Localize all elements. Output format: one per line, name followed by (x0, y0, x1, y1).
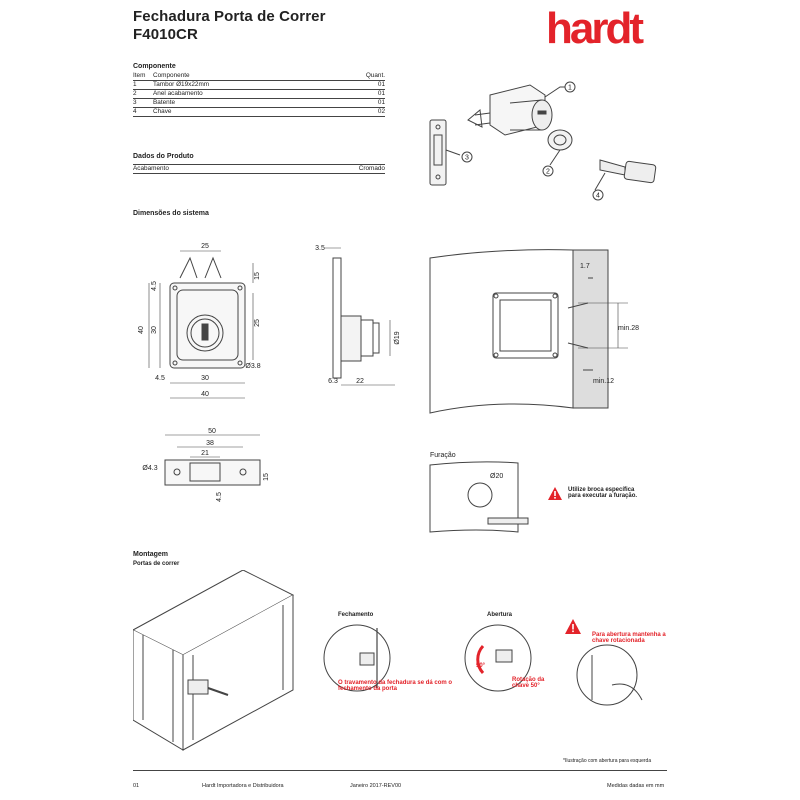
dimensions-title: Dimensões do sistema (133, 210, 209, 217)
dim-30-bottom: 30 (201, 375, 209, 382)
row-qty: 01 (377, 81, 385, 88)
assembly-subtitle: Portas de correr (133, 561, 180, 567)
dim-45-left: 4.5 (151, 281, 158, 291)
row-item: 1 (133, 81, 137, 88)
drill-bit-shape (488, 518, 528, 524)
installed-lock-shape (493, 293, 558, 358)
side-view-drawing (305, 238, 405, 388)
dim-50: 50 (208, 428, 216, 435)
cabinet-drawing (133, 570, 303, 760)
opening-text: Rotação da chave 50° (512, 677, 545, 689)
side-plate-shape (333, 258, 341, 378)
closing-text: O travamento da fechadura se dá com o fechamento da porta (338, 680, 453, 692)
callout-1: 1 (568, 84, 572, 92)
row-component: Tambor Ø19x22mm (153, 81, 210, 88)
product-code: F4010CR (133, 26, 198, 43)
components-section-title: Componente (133, 63, 176, 70)
row-item: 4 (133, 108, 137, 115)
row-component: Chave (153, 108, 172, 115)
row-item: 3 (133, 99, 137, 106)
strike-plate-drawing (135, 425, 275, 510)
dim-22: 22 (356, 378, 364, 385)
footnote: *Ilustração com abertura para esquerda (563, 758, 652, 764)
dim-phi-43: Ø4.3 (142, 465, 158, 472)
page-title: Fechadura Porta de Correr (133, 8, 326, 25)
dim-63: 6.3 (328, 378, 338, 385)
dim-25-right: 25 (254, 319, 261, 327)
table-row (133, 99, 385, 108)
header-component: Componente (153, 72, 190, 79)
cylinder-shape (532, 100, 552, 130)
drill-hole-shape (468, 483, 492, 507)
table-row (133, 164, 385, 174)
assembly-title: Montagem (133, 551, 168, 558)
key-blade-shape (600, 160, 625, 175)
hand-detail-drawing (572, 640, 662, 710)
latch-teeth-shape (180, 258, 221, 278)
footer-page: 01 (133, 783, 140, 789)
dim-phi-38: Ø3.8 (245, 363, 261, 370)
dim-phi-19: Ø19 (394, 331, 401, 345)
row-item: 2 (133, 90, 137, 97)
brand-logo: hardt (546, 4, 641, 53)
dim-15: 15 (254, 272, 261, 280)
finish-label: Acabamento (133, 165, 169, 172)
row-qty: 02 (377, 108, 385, 115)
header-item: Item (133, 72, 146, 79)
drilling-drawing (428, 460, 538, 535)
callout-2: 2 (546, 168, 550, 176)
dim-35: 3.5 (315, 245, 325, 252)
dim-45-strike: 4.5 (216, 492, 223, 502)
dim-17: 1.7 (580, 263, 590, 270)
drilling-title: Furação (430, 452, 456, 459)
dim-38: 38 (206, 440, 214, 447)
row-qty: 01 (377, 90, 385, 97)
row-qty: 01 (377, 99, 385, 106)
drilling-warning: Utilize broca específica para executar a furação. (568, 487, 638, 499)
cabinet-lock-shape (188, 680, 208, 694)
assembly-warning-icon (565, 619, 581, 634)
finish-value: Cromado (358, 165, 385, 172)
dim-21: 21 (201, 450, 209, 457)
components-table (133, 72, 385, 117)
exploded-view-drawing (420, 75, 670, 210)
footer-units: Medidas dadas em mm (607, 783, 665, 789)
table-row (133, 108, 385, 117)
table-header (133, 72, 385, 81)
dim-min12: min.12 (593, 378, 615, 385)
product-data-table (133, 164, 385, 174)
table-row (133, 90, 385, 99)
footer-company: Hardt Importadora e Distribuidora (202, 783, 284, 789)
ring-shape (548, 130, 572, 150)
dim-45-bottom: 4.5 (155, 375, 165, 382)
dim-25-top: 25 (201, 243, 209, 250)
callout-4: 4 (596, 192, 600, 200)
dim-40-left: 40 (138, 326, 145, 334)
dim-min28: min.28 (618, 325, 640, 332)
row-component: Anel acabamento (153, 90, 203, 97)
closing-title: Fechamento (338, 612, 374, 618)
opening-angle: 50° (476, 663, 486, 669)
header-qty: Quant. (365, 72, 385, 79)
row-component: Batente (153, 99, 176, 106)
opening-title: Abertura (487, 612, 513, 618)
dim-40-bottom: 40 (201, 391, 209, 398)
table-row (133, 81, 385, 90)
callout-3: 3 (465, 154, 469, 162)
assembly-warning-text: Para abertura mantenha a chave rotacionada (592, 632, 666, 644)
key-head-shape (624, 161, 656, 183)
footer-rule (133, 770, 667, 771)
product-data-title: Dados do Produto (133, 153, 194, 160)
dim-phi-20: Ø20 (490, 473, 504, 480)
dim-30-left: 30 (151, 326, 158, 334)
warning-icon (548, 487, 562, 500)
installation-drawing (428, 248, 668, 418)
footer-date: Janeiro 2017-REV00 (350, 783, 402, 789)
front-view-drawing (135, 238, 285, 408)
dim-15-strike: 15 (263, 473, 270, 481)
